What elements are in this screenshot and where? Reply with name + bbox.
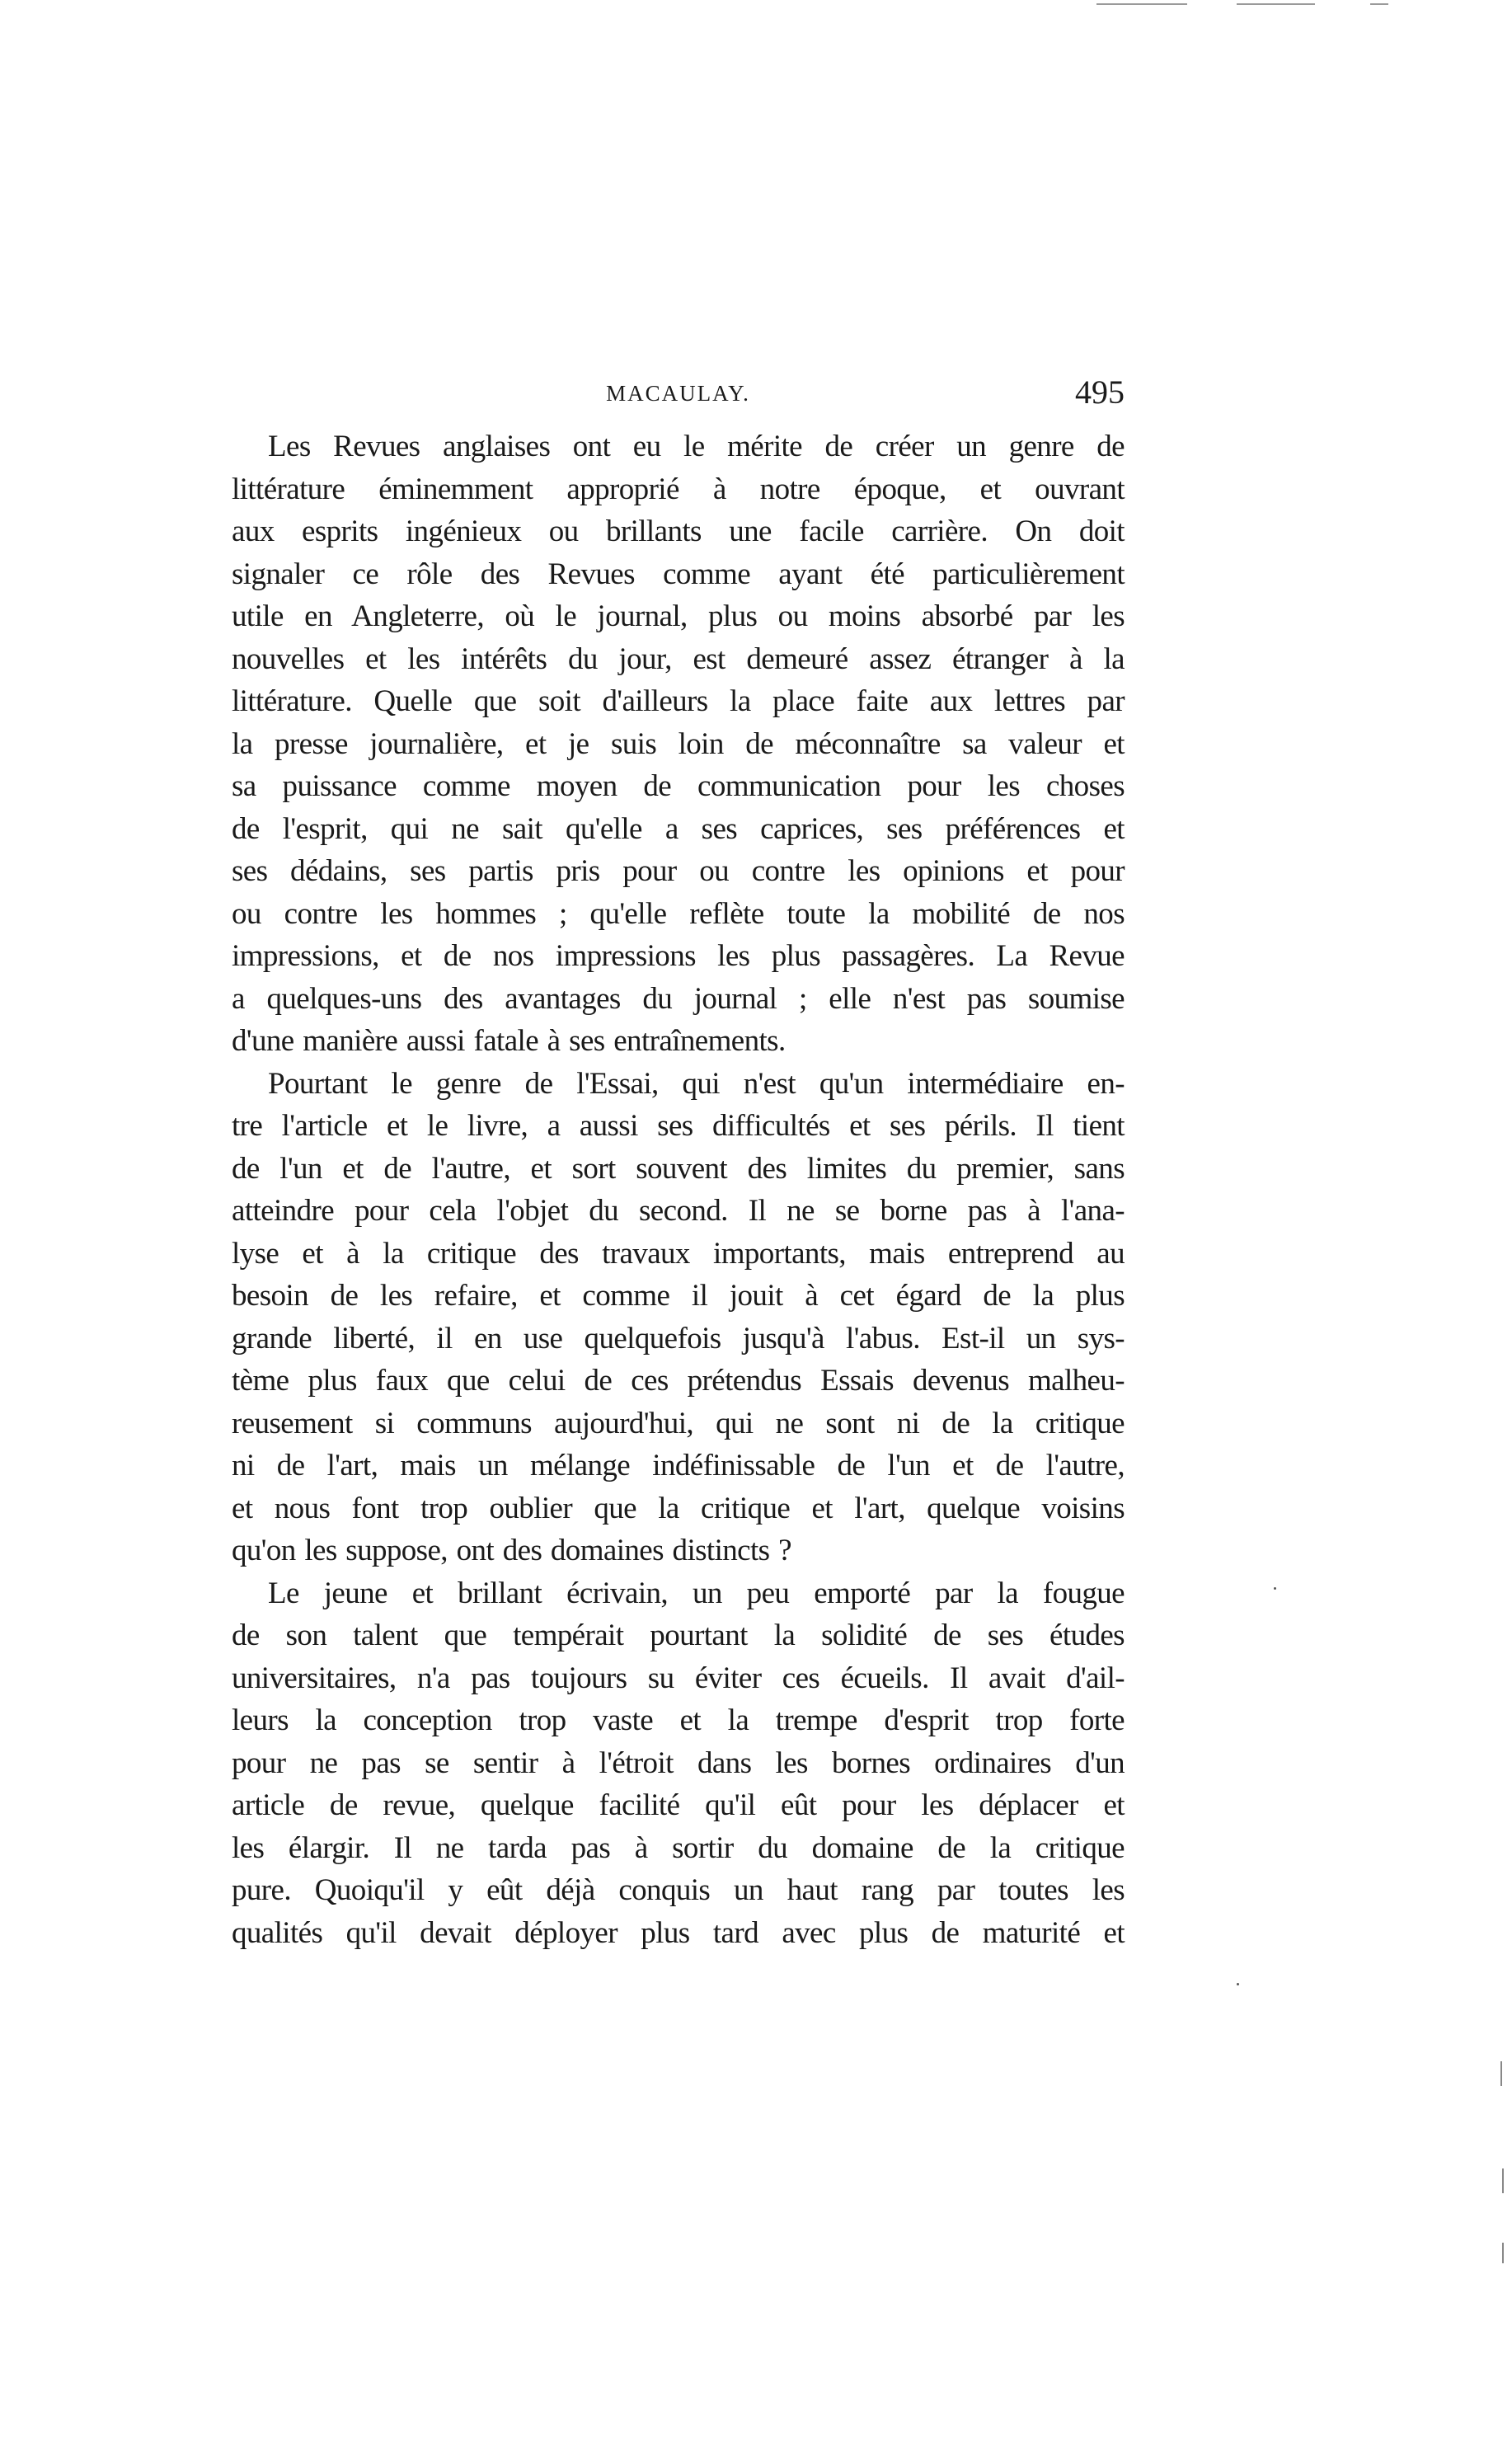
- text-line: Le jeune et brillant écrivain, un peu emporté par la fougue: [268, 1576, 1125, 1610]
- running-head: [232, 373, 1125, 414]
- text-line: reusement si communs aujourd'hui, qui ne sont ni de la critique: [232, 1406, 1125, 1440]
- text-line: la presse journalière, et je suis loin de méconnaître sa valeur et: [232, 726, 1125, 761]
- text-line: besoin de les refaire, et comme il jouit à cet égard de la plus: [232, 1279, 1125, 1313]
- text-line: utile en Angleterre, où le journal, plus ou moins absorbé par les: [232, 599, 1125, 633]
- text-line: pour ne pas se sentir à l'étroit dans les bornes ordinaires d'un: [232, 1745, 1125, 1780]
- scan-edge-mark: [1370, 3, 1388, 5]
- scan-edge-mark: [1096, 3, 1187, 5]
- text-line: d'une manière aussi fatale à ses entraînements.: [232, 1024, 786, 1058]
- text-line: aux esprits ingénieux ou brillants une facile carrière. On doit: [232, 514, 1125, 548]
- text-line: ses dédains, ses partis pris pour ou contre les opinions et pour: [232, 854, 1125, 888]
- text-line: tème plus faux que celui de ces prétendus Essais devenus malheu-: [232, 1364, 1125, 1398]
- text-line: impressions, et de nos impressions les plus passagères. La Revue: [232, 939, 1125, 973]
- text-line: de son talent que tempérait pourtant la solidité de ses études: [232, 1619, 1125, 1652]
- text-line: ni de l'art, mais un mélange indéfinissable de l'un et de l'autre,: [232, 1449, 1125, 1482]
- text-line: nouvelles et les intérêts du jour, est demeuré assez étranger à la: [232, 641, 1125, 676]
- text-line: littérature. Quelle que soit d'ailleurs la place faite aux lettres par: [232, 684, 1125, 718]
- paragraph: [232, 1572, 1125, 1955]
- text-line: Pourtant le genre de l'Essai, qui n'est qu'un intermédiaire en-: [268, 1066, 1125, 1101]
- scan-edge-mark: [1500, 2061, 1502, 2086]
- running-head-title: MACAULAY.: [606, 381, 750, 406]
- scan-edge-mark: [1502, 2243, 1504, 2263]
- text-line: Les Revues anglaises ont eu le mérite de créer un genre de: [268, 430, 1125, 463]
- text-line: a quelques-uns des avantages du journal ; elle n'est pas soumise: [232, 981, 1125, 1016]
- text-line: qu'on les suppose, ont des domaines distincts ?: [232, 1534, 791, 1567]
- text-line: et nous font trop oublier que la critique et l'art, quelque voisins: [232, 1491, 1125, 1525]
- text-line: qualités qu'il devait déployer plus tard avec plus de maturité et: [232, 1915, 1125, 1950]
- text-line: leurs la conception trop vaste et la trempe d'esprit trop forte: [232, 1703, 1125, 1737]
- text-line: sa puissance comme moyen de communication pour les choses: [232, 769, 1125, 803]
- text-line: universitaires, n'a pas toujours su éviter ces écueils. Il avait d'ail-: [232, 1661, 1125, 1695]
- body-text: [232, 425, 1125, 1954]
- text-line: pure. Quoiqu'il y eût déjà conquis un haut rang par toutes les: [232, 1873, 1125, 1907]
- scan-speck: [1237, 1983, 1239, 1985]
- scan-edge-mark: [1502, 2168, 1504, 2193]
- text-line: lyse et à la critique des travaux importants, mais entreprend au: [232, 1236, 1125, 1271]
- scan-edge-mark: [1237, 3, 1315, 5]
- text-line: tre l'article et le livre, a aussi ses difficultés et ses périls. Il tient: [232, 1109, 1125, 1143]
- text-line: de l'un et de l'autre, et sort souvent des limites du premier, sans: [232, 1151, 1125, 1186]
- text-line: littérature éminemment approprié à notre époque, et ouvrant: [232, 472, 1125, 506]
- text-line: signaler ce rôle des Revues comme ayant été particulièrement: [232, 557, 1125, 591]
- text-line: article de revue, quelque facilité qu'il eût pour les déplacer et: [232, 1788, 1125, 1822]
- text-line: grande liberté, il en use quelquefois jusqu'à l'abus. Est-il un sys-: [232, 1321, 1125, 1356]
- scan-speck: [1274, 1587, 1276, 1590]
- text-line: atteindre pour cela l'objet du second. Il ne se borne pas à l'ana-: [232, 1194, 1125, 1228]
- text-line: ou contre les hommes ; qu'elle reflète toute la mobilité de nos: [232, 896, 1125, 931]
- text-line: les élargir. Il ne tarda pas à sortir du domaine de la critique: [232, 1830, 1125, 1865]
- text-line: de l'esprit, qui ne sait qu'elle a ses caprices, ses préférences et: [232, 811, 1125, 846]
- paragraph: [232, 425, 1125, 1063]
- paragraph: [232, 1063, 1125, 1572]
- page-number: 495: [1075, 374, 1125, 411]
